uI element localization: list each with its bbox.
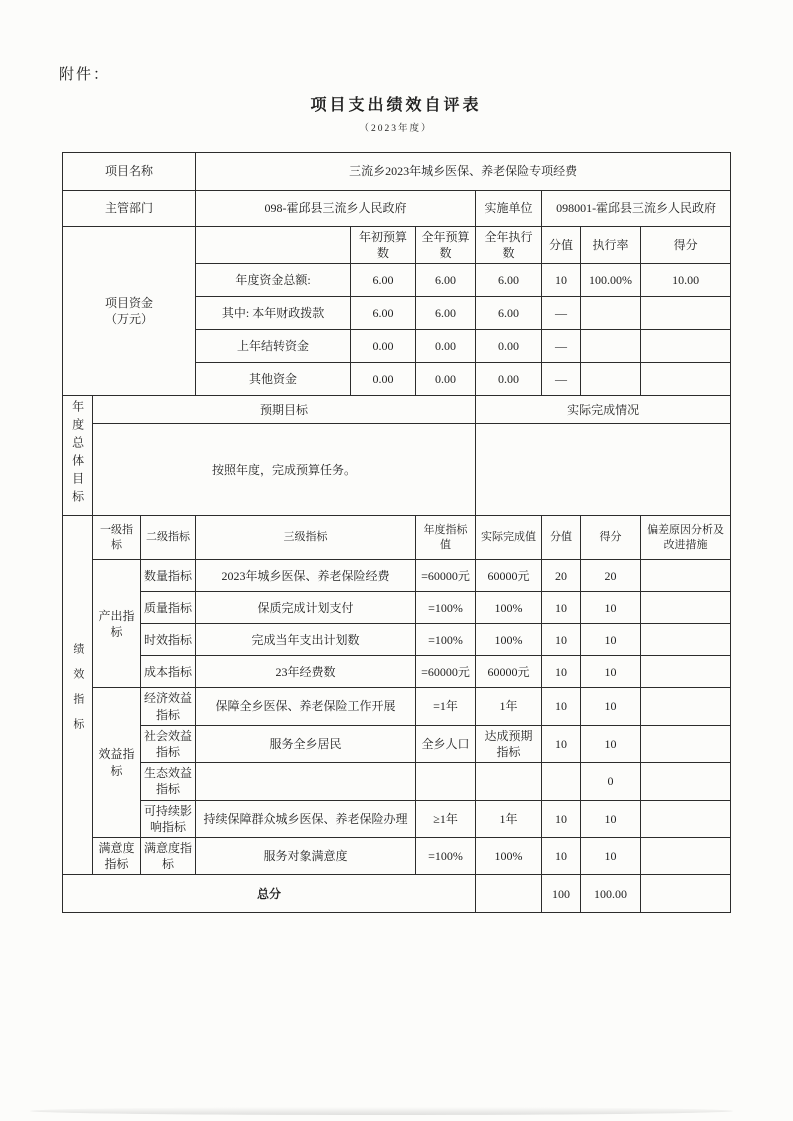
funds-label-line1: 项目资金: [105, 296, 154, 310]
scan-edge-artifact: [30, 1107, 733, 1115]
indicator-deviation-cell: [641, 592, 731, 624]
table-row: [63, 516, 731, 560]
indicator-target-cell: =100%: [416, 592, 476, 624]
funds-score-value-cell: 10: [542, 264, 581, 297]
page-title: 项目支出绩效自评表: [310, 97, 482, 114]
project-name-value-cell: 三流乡2023年城乡医保、养老保险专项经费: [196, 153, 731, 191]
table-row: [63, 624, 731, 656]
dept-value-cell: 098-霍邱县三流乡人民政府: [196, 191, 476, 227]
funds-begin-budget-cell: 0.00: [351, 363, 416, 396]
indicator-actual-cell: 达成预期指标: [476, 725, 542, 762]
indicator-level2-cell: 时效指标: [141, 624, 196, 656]
total-score-value-cell: 100: [542, 875, 581, 913]
indicator-col-header-cell: 年度指标值: [416, 516, 476, 560]
indicator-score-cell: 10: [581, 800, 641, 837]
table-row: [63, 837, 731, 874]
funds-row-name-cell: 其他资金: [196, 363, 351, 396]
funds-year-budget-cell: 6.00: [416, 264, 476, 297]
indicator-target-cell: =100%: [416, 624, 476, 656]
funds-year-exec-cell: 6.00: [476, 297, 542, 330]
indicator-actual-cell: 1年: [476, 688, 542, 725]
indicator-actual-cell: 1年: [476, 800, 542, 837]
page-subtitle: （2023年度）: [359, 124, 433, 134]
self-evaluation-table: [62, 152, 731, 913]
indicator-level2-cell: 社会效益指标: [141, 725, 196, 762]
indicator-score-value-cell: 10: [542, 725, 581, 762]
table-row: [63, 592, 731, 624]
indicator-level3-cell: 服务对象满意度: [196, 837, 416, 874]
indicator-level3-cell: [196, 763, 416, 800]
table-row: [63, 763, 731, 800]
attachment-label: 附件：: [59, 67, 111, 83]
funds-exec-rate-cell: [581, 330, 641, 363]
indicator-level2-cell: 质量指标: [141, 592, 196, 624]
table-row: [63, 424, 731, 516]
funds-exec-rate-cell: [581, 363, 641, 396]
indicator-col-header-cell: 得分: [581, 516, 641, 560]
funds-row-name-cell: 其中: 本年财政拨款: [196, 297, 351, 330]
indicator-score-cell: 20: [581, 560, 641, 592]
indicator-level2-cell: 满意度指标: [141, 837, 196, 874]
indicator-level3-cell: 完成当年支出计划数: [196, 624, 416, 656]
indicator-score-cell: 10: [581, 592, 641, 624]
indicator-level3-cell: 23年经费数: [196, 656, 416, 688]
indicator-score-value-cell: 10: [542, 592, 581, 624]
indicator-target-cell: ≥1年: [416, 800, 476, 837]
funds-col-header-cell: 分值: [542, 227, 581, 264]
table-row: [63, 800, 731, 837]
funds-score-cell: 10.00: [641, 264, 731, 297]
table-row: [63, 191, 731, 227]
table-row: [63, 560, 731, 592]
funds-section-label-cell: [63, 227, 196, 396]
indicator-deviation-cell: [641, 763, 731, 800]
expected-goal-header-cell: 预期目标: [93, 396, 476, 424]
impl-unit-value-cell: 098001-霍邱县三流乡人民政府: [542, 191, 731, 227]
indicator-target-cell: 全乡人口: [416, 725, 476, 762]
indicator-actual-cell: 60000元: [476, 656, 542, 688]
funds-exec-rate-cell: [581, 297, 641, 330]
indicator-score-value-cell: 10: [542, 656, 581, 688]
table-row: [63, 396, 731, 424]
actual-completion-text-cell: [476, 424, 731, 516]
funds-begin-budget-cell: 6.00: [351, 264, 416, 297]
indicator-col-header-cell: 偏差原因分析及改进措施: [641, 516, 731, 560]
indicator-level3-cell: 保质完成计划支付: [196, 592, 416, 624]
indicator-deviation-cell: [641, 624, 731, 656]
funds-begin-budget-cell: 6.00: [351, 297, 416, 330]
indicator-score-cell: 10: [581, 656, 641, 688]
indicator-deviation-cell: [641, 656, 731, 688]
indicator-score-value-cell: 10: [542, 688, 581, 725]
indicator-score-value-cell: 10: [542, 837, 581, 874]
funds-col-header-cell: 全年执行数: [476, 227, 542, 264]
funds-row-name-cell: 年度资金总额:: [196, 264, 351, 297]
funds-year-budget-cell: 0.00: [416, 330, 476, 363]
funds-score-cell: [641, 330, 731, 363]
funds-begin-budget-cell: 0.00: [351, 330, 416, 363]
indicator-deviation-cell: [641, 800, 731, 837]
funds-col-header-cell: 执行率: [581, 227, 641, 264]
funds-label-line2: （万元）: [105, 312, 154, 327]
indicator-level2-cell: 成本指标: [141, 656, 196, 688]
indicator-level2-cell: 数量指标: [141, 560, 196, 592]
funds-exec-rate-cell: 100.00%: [581, 264, 641, 297]
funds-row-name-cell: 上年结转资金: [196, 330, 351, 363]
indicator-level3-cell: 保障全乡医保、养老保险工作开展: [196, 688, 416, 725]
indicator-level3-cell: 持续保障群众城乡医保、养老保险办理: [196, 800, 416, 837]
indicator-score-cell: 0: [581, 763, 641, 800]
indicator-actual-cell: 100%: [476, 592, 542, 624]
indicator-level1-cell: 产出指标: [93, 560, 141, 688]
funds-score-value-cell: —: [542, 297, 581, 330]
total-score-cell: 100.00: [581, 875, 641, 913]
funds-col-header-cell: 全年预算数: [416, 227, 476, 264]
annual-goal-label-cell: [63, 396, 93, 516]
indicator-deviation-cell: [641, 837, 731, 874]
table-row: [63, 656, 731, 688]
indicator-level2-cell: 可持续影响指标: [141, 800, 196, 837]
indicator-score-cell: 10: [581, 624, 641, 656]
indicator-level2-cell: 生态效益指标: [141, 763, 196, 800]
empty-cell: [196, 227, 351, 264]
table-row: [63, 227, 731, 264]
dept-label-cell: 主管部门: [63, 191, 196, 227]
funds-score-value-cell: —: [542, 330, 581, 363]
table-row: [63, 725, 731, 762]
indicator-level2-cell: 经济效益指标: [141, 688, 196, 725]
indicator-score-value-cell: 10: [542, 800, 581, 837]
indicator-deviation-cell: [641, 688, 731, 725]
project-name-label-cell: 项目名称: [63, 153, 196, 191]
indicator-score-value-cell: 10: [542, 624, 581, 656]
funds-year-exec-cell: 0.00: [476, 363, 542, 396]
indicator-actual-cell: 60000元: [476, 560, 542, 592]
impl-unit-label-cell: 实施单位: [476, 191, 542, 227]
indicator-target-cell: =60000元: [416, 560, 476, 592]
indicator-deviation-cell: [641, 725, 731, 762]
funds-col-header-cell: 年初预算数: [351, 227, 416, 264]
indicator-col-header-cell: 分值: [542, 516, 581, 560]
indicator-level3-cell: 2023年城乡医保、养老保险经费: [196, 560, 416, 592]
funds-score-cell: [641, 297, 731, 330]
indicator-actual-cell: 100%: [476, 624, 542, 656]
indicator-actual-cell: 100%: [476, 837, 542, 874]
indicator-col-header-cell: 二级指标: [141, 516, 196, 560]
table-row: [63, 153, 731, 191]
indicator-score-value-cell: 20: [542, 560, 581, 592]
funds-year-budget-cell: 0.00: [416, 363, 476, 396]
indicator-target-cell: [416, 763, 476, 800]
indicator-level1-cell: 满意度指标: [93, 837, 141, 874]
indicator-col-header-cell: 实际完成值: [476, 516, 542, 560]
indicators-section-label-cell: [63, 516, 93, 875]
indicator-score-cell: 10: [581, 837, 641, 874]
indicator-target-cell: =1年: [416, 688, 476, 725]
indicator-score-cell: 10: [581, 688, 641, 725]
indicators-section-label: 绩效指标: [71, 642, 84, 743]
indicator-actual-cell: [476, 763, 542, 800]
funds-score-cell: [641, 363, 731, 396]
expected-goal-text-cell: 按照年度，完成预算任务。: [93, 424, 476, 516]
total-actual-cell: [476, 875, 542, 913]
table-row: [63, 875, 731, 913]
indicator-deviation-cell: [641, 560, 731, 592]
indicator-target-cell: =60000元: [416, 656, 476, 688]
funds-year-exec-cell: 0.00: [476, 330, 542, 363]
indicator-col-header-cell: 三级指标: [196, 516, 416, 560]
funds-year-exec-cell: 6.00: [476, 264, 542, 297]
indicator-score-value-cell: [542, 763, 581, 800]
indicator-col-header-cell: 一级指标: [93, 516, 141, 560]
total-label-cell: 总分: [63, 875, 476, 913]
indicator-score-cell: 10: [581, 725, 641, 762]
table-row: [63, 688, 731, 725]
actual-completion-header-cell: 实际完成情况: [476, 396, 731, 424]
indicator-level3-cell: 服务全乡居民: [196, 725, 416, 762]
annual-goal-label: 年度总体目标: [70, 399, 85, 508]
funds-col-header-cell: 得分: [641, 227, 731, 264]
funds-year-budget-cell: 6.00: [416, 297, 476, 330]
total-deviation-cell: [641, 875, 731, 913]
funds-score-value-cell: —: [542, 363, 581, 396]
title-block: [62, 92, 730, 134]
indicator-level1-cell: 效益指标: [93, 688, 141, 838]
indicator-target-cell: =100%: [416, 837, 476, 874]
